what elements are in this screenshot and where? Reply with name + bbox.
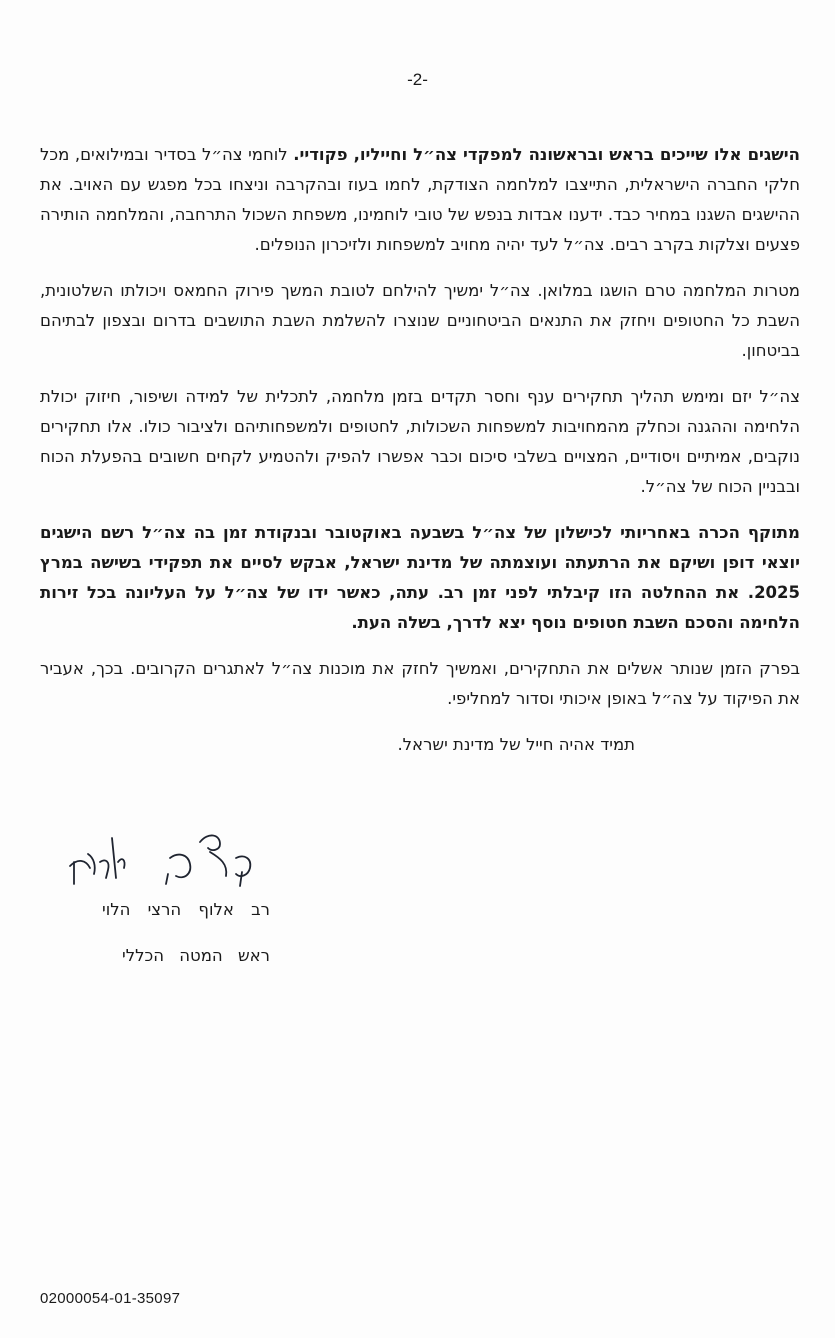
document-reference: 02000054-01-35097 — [40, 1290, 181, 1307]
paragraph-transition — [40, 654, 800, 714]
signatory-rank-name: רב אלוף הרצי הלוי — [102, 900, 270, 919]
paragraph-lead: הישגים אלו שייכים בראש ובראשונה למפקדי צה״ל וחייליו, פקודיי. — [293, 145, 800, 164]
page-number: -2- — [407, 70, 428, 89]
paragraph-text: לוחמי צה״ל בסדיר ובמילואים, מכל חלקי החברה הישראלית, התייצבו למלחמה הצודקת, לחמו בעוז ובהקרבה וניצחו בכל מפגש עם האויב. את ההישגים השגנו במחיר כבד. ידענו אבדות בנפש של טובי לוחמינו, משפחת השכול התרחבה, והמלחמה הותירה פצעים וצלקות בקרב רבים. צה״ל לעד יהיה מחויב למשפחות ולזיכרון הנופלים. — [40, 145, 800, 254]
paragraph-lead: מתוקף הכרה באחריותי לכישלון של צה״ל בשבעה באוקטובר ובנקודת זמן בה צה״ל רשם הישגים יוצאי דופן ושיקם את הרתעתה ועוצמתה של מדינת ישראל, אבקש לסיים את תפקידי בשישה במרץ 2025. את ההחלטה הזו קיבלתי לפני זמן רב. עתה, כאשר ידו של צה״ל על העליונה בכל זירות הלחימה והסכם השבת חטופים נוסף יצא לדרך, בשלה העת. — [40, 523, 800, 632]
closing-line: תמיד אהיה חייל של מדינת ישראל. — [397, 735, 635, 754]
signatory-title: ראש המטה הכללי — [122, 946, 270, 965]
paragraph-investigations — [40, 382, 800, 502]
letter-body — [40, 140, 800, 760]
paragraph-resignation — [40, 518, 800, 638]
paragraph-achievements — [40, 140, 800, 260]
handwritten-signature — [60, 818, 270, 898]
signature-block — [60, 818, 270, 978]
paragraph-war-goals — [40, 276, 800, 366]
paragraph-text: בפרק הזמן שנותר אשלים את התחקירים, ואמשיך לחזק את מוכנות צה״ל לאתגרים הקרובים. בכך, אעביר את הפיקוד על צה״ל באופן איכותי וסדור למחליפי. — [40, 659, 800, 708]
signature-first-name — [166, 835, 250, 886]
paragraph-text: צה״ל יזם ומימש תהליך תחקירים ענף וחסר תקדים בזמן מלחמה, לתכלית של למידה ושיפור, חיזוק יכולת הלחימה וההגנה וכחלק מהמחויבות למשפחות השכולות, לחטופים ולמשפחותיהם ולציבור כולו. אלו תחקירים נוקבים, אמיתיים ויסודיים, המצויים בשלבי סיכום וכבר אפשרו להפיק ולהטמיע לקחים חשובים בהפעלת הכוח ובבניין הכוח של צה״ל. — [40, 387, 800, 496]
signature-last-name — [70, 838, 125, 884]
paragraph-text: מטרות המלחמה טרם הושגו במלואן. צה״ל ימשיך להילחם לטובת המשך פירוק החמאס ויכולתו השלטונית, השבת כל החטופים ויחזק את התנאים הביטחוניים שנוצרו להשלמת השבת התושבים בדרום ובצפון לבתיהם בביטחון. — [40, 281, 800, 360]
